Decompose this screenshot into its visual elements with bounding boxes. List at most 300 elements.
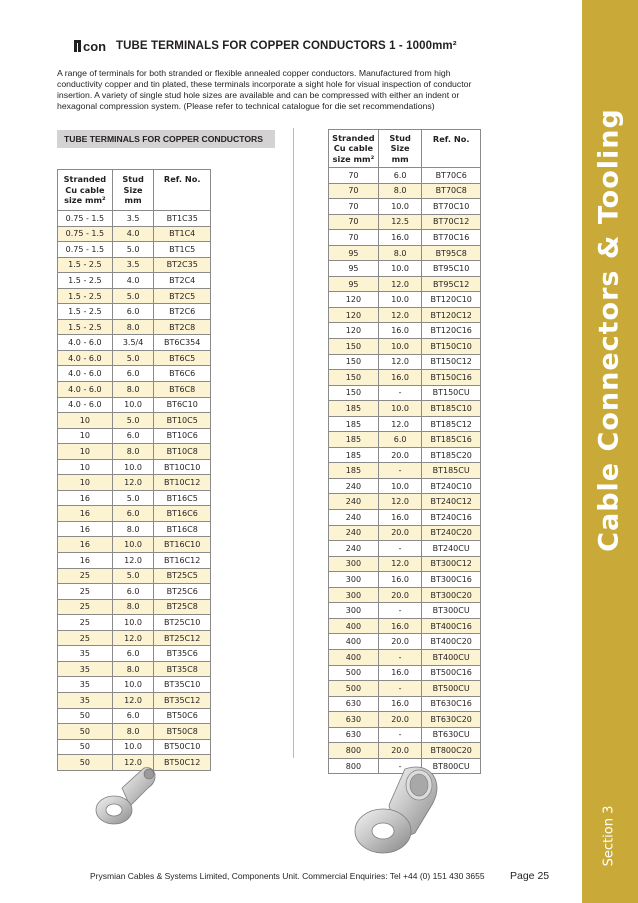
- cell-cable-size: 50: [58, 739, 113, 755]
- cell-ref-no: BT300C20: [422, 587, 481, 603]
- cell-cable-size: 50: [58, 755, 113, 771]
- cell-stud-size: 12.0: [378, 354, 422, 370]
- cell-ref-no: BT500C16: [422, 665, 481, 681]
- cell-stud-size: 6.0: [378, 168, 422, 184]
- table-row: [329, 447, 481, 463]
- cell-ref-no: BT25C8: [154, 599, 211, 615]
- table-row: [58, 646, 211, 662]
- table-row: [329, 183, 481, 199]
- cell-stud-size: 5.0: [112, 350, 154, 366]
- cell-ref-no: BT185C16: [422, 432, 481, 448]
- cell-ref-no: BT16C12: [154, 553, 211, 569]
- table-row: [329, 199, 481, 215]
- cell-ref-no: BT400C20: [422, 634, 481, 650]
- header-line: mm: [391, 153, 409, 164]
- header-cable-size: [58, 170, 113, 211]
- cell-stud-size: 12.0: [378, 276, 422, 292]
- cell-ref-no: BT150C12: [422, 354, 481, 370]
- cell-ref-no: BT25C12: [154, 630, 211, 646]
- cell-cable-size: 4.0 - 6.0: [58, 350, 113, 366]
- cell-stud-size: 12.0: [112, 553, 154, 569]
- cell-cable-size: 185: [329, 463, 379, 479]
- cell-stud-size: 12.0: [112, 475, 154, 491]
- cell-cable-size: 10: [58, 444, 113, 460]
- cell-ref-no: BT150CU: [422, 385, 481, 401]
- cell-stud-size: 5.0: [112, 242, 154, 258]
- cell-stud-size: -: [378, 681, 422, 697]
- table-row: [329, 214, 481, 230]
- cell-cable-size: 1.5 - 2.5: [58, 257, 113, 273]
- table-row: [329, 307, 481, 323]
- header-ref-no: Ref. No.: [422, 130, 481, 168]
- table-row: [58, 677, 211, 693]
- cell-stud-size: 10.0: [378, 339, 422, 355]
- cell-ref-no: BT2C5: [154, 288, 211, 304]
- table-row: [58, 708, 211, 724]
- cell-stud-size: 20.0: [378, 634, 422, 650]
- cell-cable-size: 630: [329, 696, 379, 712]
- cell-ref-no: BT70C6: [422, 168, 481, 184]
- cell-ref-no: BT70C16: [422, 230, 481, 246]
- cell-stud-size: -: [378, 758, 422, 774]
- cell-cable-size: 240: [329, 478, 379, 494]
- table-row: [329, 681, 481, 697]
- cell-ref-no: BT300C16: [422, 572, 481, 588]
- cell-ref-no: BT185C12: [422, 416, 481, 432]
- cell-stud-size: 8.0: [112, 521, 154, 537]
- cell-ref-no: BT2C8: [154, 319, 211, 335]
- cell-stud-size: 16.0: [378, 696, 422, 712]
- cell-ref-no: BT70C12: [422, 214, 481, 230]
- cell-stud-size: -: [378, 727, 422, 743]
- table-header-row: [58, 170, 211, 211]
- cell-cable-size: 800: [329, 743, 379, 759]
- cell-ref-no: BT25C5: [154, 568, 211, 584]
- cell-ref-no: BT50C10: [154, 739, 211, 755]
- cell-ref-no: BT95C8: [422, 245, 481, 261]
- cell-stud-size: 16.0: [378, 572, 422, 588]
- cell-ref-no: BT2C6: [154, 304, 211, 320]
- cell-ref-no: BT10C10: [154, 459, 211, 475]
- cell-cable-size: 4.0 - 6.0: [58, 366, 113, 382]
- cell-cable-size: 50: [58, 708, 113, 724]
- table-row: [58, 273, 211, 289]
- cell-ref-no: BT240C12: [422, 494, 481, 510]
- cell-ref-no: BT240C20: [422, 525, 481, 541]
- cell-ref-no: BT630C20: [422, 712, 481, 728]
- cell-ref-no: BT35C8: [154, 661, 211, 677]
- table-row: [58, 521, 211, 537]
- table-row: [58, 366, 211, 382]
- cell-cable-size: 150: [329, 385, 379, 401]
- cell-cable-size: 4.0 - 6.0: [58, 397, 113, 413]
- cell-stud-size: 8.0: [112, 319, 154, 335]
- cell-ref-no: BT500CU: [422, 681, 481, 697]
- cell-ref-no: BT1C5: [154, 242, 211, 258]
- table-row: [329, 494, 481, 510]
- cell-cable-size: 10: [58, 459, 113, 475]
- cell-stud-size: 16.0: [378, 665, 422, 681]
- cell-stud-size: 10.0: [378, 401, 422, 417]
- table-row: [329, 541, 481, 557]
- cell-ref-no: BT2C35: [154, 257, 211, 273]
- table-row: [329, 587, 481, 603]
- page-header: [74, 37, 457, 55]
- table-row: [329, 525, 481, 541]
- table-row: [329, 649, 481, 665]
- cell-cable-size: 240: [329, 510, 379, 526]
- table-row: [329, 261, 481, 277]
- cell-ref-no: BT25C10: [154, 615, 211, 631]
- cell-stud-size: -: [378, 649, 422, 665]
- table-row: [58, 428, 211, 444]
- cell-cable-size: 120: [329, 323, 379, 339]
- cell-ref-no: BT1C4: [154, 226, 211, 242]
- cell-ref-no: BT6C5: [154, 350, 211, 366]
- cell-stud-size: 20.0: [378, 447, 422, 463]
- table-row: [329, 572, 481, 588]
- cell-cable-size: 300: [329, 603, 379, 619]
- cell-cable-size: 400: [329, 618, 379, 634]
- cell-ref-no: BT95C12: [422, 276, 481, 292]
- table-row: [329, 245, 481, 261]
- cell-stud-size: 6.0: [112, 428, 154, 444]
- page-title: TUBE TERMINALS FOR COPPER CONDUCTORS 1 - 1000mm²: [116, 40, 457, 52]
- cell-stud-size: 6.0: [112, 646, 154, 662]
- cell-stud-size: 12.0: [112, 692, 154, 708]
- cell-stud-size: 3.5: [112, 257, 154, 273]
- cell-stud-size: 12.0: [112, 630, 154, 646]
- cell-ref-no: BT240C16: [422, 510, 481, 526]
- table-row: [329, 354, 481, 370]
- header-stud-size: [112, 170, 154, 211]
- cell-ref-no: BT6C10: [154, 397, 211, 413]
- table-row: [58, 211, 211, 227]
- cell-cable-size: 70: [329, 199, 379, 215]
- cell-ref-no: BT240C10: [422, 478, 481, 494]
- table-row: [58, 226, 211, 242]
- cell-ref-no: BT630CU: [422, 727, 481, 743]
- table-row: [58, 257, 211, 273]
- cell-ref-no: BT300C12: [422, 556, 481, 572]
- cell-stud-size: 8.0: [378, 245, 422, 261]
- table-row: [58, 350, 211, 366]
- cell-cable-size: 150: [329, 339, 379, 355]
- table-body-right: [329, 168, 481, 774]
- cell-ref-no: BT50C6: [154, 708, 211, 724]
- cell-ref-no: BT185CU: [422, 463, 481, 479]
- cell-ref-no: BT240CU: [422, 541, 481, 557]
- page-number: Page 25: [510, 870, 550, 882]
- cell-ref-no: BT300CU: [422, 603, 481, 619]
- table-row: [58, 490, 211, 506]
- cell-ref-no: BT70C10: [422, 199, 481, 215]
- terminals-table-right: [328, 129, 481, 774]
- header-line: Stud: [389, 132, 411, 143]
- cell-cable-size: 1.5 - 2.5: [58, 319, 113, 335]
- table-row: [58, 506, 211, 522]
- cell-stud-size: 10.0: [112, 459, 154, 475]
- cell-ref-no: BT10C5: [154, 413, 211, 429]
- cell-cable-size: 300: [329, 587, 379, 603]
- cell-cable-size: 300: [329, 556, 379, 572]
- cell-ref-no: BT25C6: [154, 584, 211, 600]
- sidebar-section-label: Section 3: [601, 805, 617, 867]
- cell-cable-size: 16: [58, 490, 113, 506]
- table-row: [329, 401, 481, 417]
- cell-stud-size: 6.0: [112, 506, 154, 522]
- table-row: [329, 339, 481, 355]
- cell-stud-size: 20.0: [378, 587, 422, 603]
- table-row: [329, 432, 481, 448]
- table-row: [329, 478, 481, 494]
- cell-ref-no: BT35C12: [154, 692, 211, 708]
- table-row: [329, 727, 481, 743]
- cell-ref-no: BT10C12: [154, 475, 211, 491]
- cell-stud-size: 16.0: [378, 618, 422, 634]
- cell-ref-no: BT400CU: [422, 649, 481, 665]
- cell-stud-size: 12.0: [112, 755, 154, 771]
- cell-cable-size: 500: [329, 681, 379, 697]
- table-row: [58, 692, 211, 708]
- cell-stud-size: 6.0: [112, 584, 154, 600]
- cell-ref-no: BT16C8: [154, 521, 211, 537]
- cell-cable-size: 70: [329, 214, 379, 230]
- header-line: mm: [124, 195, 142, 206]
- cell-stud-size: 8.0: [112, 444, 154, 460]
- cell-cable-size: 95: [329, 276, 379, 292]
- page-footer: Prysmian Cables & Systems Limited, Components Unit. Commercial Enquiries: Tel +44 (0) 151 430 3655: [90, 871, 485, 881]
- header-line: Size: [390, 143, 410, 154]
- cell-cable-size: 1.5 - 2.5: [58, 288, 113, 304]
- cell-cable-size: 630: [329, 727, 379, 743]
- table-row: [58, 397, 211, 413]
- cell-cable-size: 400: [329, 634, 379, 650]
- cell-ref-no: BT10C6: [154, 428, 211, 444]
- table-row: [58, 568, 211, 584]
- cell-cable-size: 25: [58, 568, 113, 584]
- table-row: [329, 323, 481, 339]
- cell-cable-size: 16: [58, 506, 113, 522]
- cell-stud-size: 4.0: [112, 273, 154, 289]
- cell-stud-size: -: [378, 603, 422, 619]
- header-line: Stud: [122, 174, 144, 185]
- cell-stud-size: 16.0: [378, 370, 422, 386]
- table-row: [329, 168, 481, 184]
- cell-ref-no: BT70C8: [422, 183, 481, 199]
- cell-ref-no: BT400C16: [422, 618, 481, 634]
- cell-stud-size: 3.5/4: [112, 335, 154, 351]
- table-row: [58, 599, 211, 615]
- header-line: Cu cable: [333, 143, 374, 154]
- cell-stud-size: 8.0: [112, 661, 154, 677]
- table-row: [329, 603, 481, 619]
- cell-ref-no: BT185C20: [422, 447, 481, 463]
- table-row: [58, 584, 211, 600]
- cell-cable-size: 95: [329, 261, 379, 277]
- table-row: [329, 618, 481, 634]
- cell-cable-size: 185: [329, 432, 379, 448]
- table-row: [329, 230, 481, 246]
- table-row: [58, 304, 211, 320]
- cell-ref-no: BT120C16: [422, 323, 481, 339]
- table-row: [329, 556, 481, 572]
- large-tube-terminal-image: [353, 765, 448, 860]
- cell-stud-size: 8.0: [112, 382, 154, 398]
- header-line: Cu cable: [65, 184, 105, 195]
- table-row: [329, 416, 481, 432]
- cell-cable-size: 630: [329, 712, 379, 728]
- cell-stud-size: 10.0: [378, 292, 422, 308]
- cell-ref-no: BT185C10: [422, 401, 481, 417]
- cell-cable-size: 0.75 - 1.5: [58, 242, 113, 258]
- cell-stud-size: 6.0: [378, 432, 422, 448]
- cell-cable-size: 35: [58, 661, 113, 677]
- cell-ref-no: BT2C4: [154, 273, 211, 289]
- cell-stud-size: 6.0: [112, 708, 154, 724]
- cell-cable-size: 150: [329, 354, 379, 370]
- cell-stud-size: 10.0: [112, 537, 154, 553]
- table-row: [329, 712, 481, 728]
- cell-cable-size: 120: [329, 292, 379, 308]
- cell-stud-size: 10.0: [378, 478, 422, 494]
- cell-stud-size: 5.0: [112, 568, 154, 584]
- cell-cable-size: 50: [58, 724, 113, 740]
- cell-cable-size: 4.0 - 6.0: [58, 335, 113, 351]
- cell-ref-no: BT50C8: [154, 724, 211, 740]
- table-row: [58, 661, 211, 677]
- cell-ref-no: BT120C10: [422, 292, 481, 308]
- cell-stud-size: 3.5: [112, 211, 154, 227]
- table-row: [58, 537, 211, 553]
- cell-ref-no: BT16C6: [154, 506, 211, 522]
- table-row: [329, 743, 481, 759]
- table-row: [58, 739, 211, 755]
- header-line: Stranded: [332, 132, 375, 143]
- cell-stud-size: 12.0: [378, 556, 422, 572]
- cell-cable-size: 35: [58, 677, 113, 693]
- cell-cable-size: 0.75 - 1.5: [58, 226, 113, 242]
- intro-paragraph: A range of terminals for both stranded or flexible annealed copper conductors. Manufactured from high conductivity copper and tin plated, these terminals incorporate a sight hole for visual inspection of conductor insertion. A variety of single stud hole sizes are available and can be compressed with either an indent or hexagonal compression system. (Please refer to technical catalogue for die set recommendations): [57, 68, 472, 111]
- header-line: size mm²: [332, 153, 375, 164]
- cell-cable-size: 10: [58, 475, 113, 491]
- cell-stud-size: 5.0: [112, 490, 154, 506]
- cell-stud-size: 8.0: [378, 183, 422, 199]
- cell-ref-no: BT1C35: [154, 211, 211, 227]
- cell-stud-size: 20.0: [378, 743, 422, 759]
- cell-ref-no: BT95C10: [422, 261, 481, 277]
- cell-cable-size: 800: [329, 758, 379, 774]
- cell-cable-size: 300: [329, 572, 379, 588]
- table-row: [58, 288, 211, 304]
- cell-cable-size: 185: [329, 416, 379, 432]
- table-row: [58, 459, 211, 475]
- cell-cable-size: 10: [58, 428, 113, 444]
- cell-stud-size: 8.0: [112, 599, 154, 615]
- cell-stud-size: -: [378, 463, 422, 479]
- table-row: [329, 370, 481, 386]
- cell-stud-size: 20.0: [378, 525, 422, 541]
- table-row: [58, 444, 211, 460]
- cell-cable-size: 70: [329, 168, 379, 184]
- table-body-left: [58, 211, 211, 771]
- cell-cable-size: 25: [58, 584, 113, 600]
- cell-cable-size: 500: [329, 665, 379, 681]
- cell-cable-size: 16: [58, 521, 113, 537]
- cell-cable-size: 25: [58, 599, 113, 615]
- cell-stud-size: 5.0: [112, 413, 154, 429]
- cell-ref-no: BT10C8: [154, 444, 211, 460]
- logo-text: con: [83, 39, 107, 53]
- cell-stud-size: 16.0: [378, 230, 422, 246]
- cell-ref-no: BT16C10: [154, 537, 211, 553]
- header-cable-size: [329, 130, 379, 168]
- cell-ref-no: BT6C6: [154, 366, 211, 382]
- cell-cable-size: 35: [58, 692, 113, 708]
- cell-cable-size: 16: [58, 553, 113, 569]
- cell-stud-size: 10.0: [112, 739, 154, 755]
- cell-ref-no: BT6C8: [154, 382, 211, 398]
- cell-cable-size: 95: [329, 245, 379, 261]
- cell-stud-size: 6.0: [112, 304, 154, 320]
- cell-stud-size: 10.0: [112, 397, 154, 413]
- cell-cable-size: 150: [329, 370, 379, 386]
- table-header-row: [329, 130, 481, 168]
- cell-ref-no: BT800C20: [422, 743, 481, 759]
- cell-cable-size: 1.5 - 2.5: [58, 304, 113, 320]
- cell-cable-size: 185: [329, 401, 379, 417]
- cell-ref-no: BT800CU: [422, 758, 481, 774]
- cell-cable-size: 400: [329, 649, 379, 665]
- cell-stud-size: 20.0: [378, 712, 422, 728]
- terminals-table-left: [57, 169, 211, 771]
- cell-cable-size: 120: [329, 307, 379, 323]
- table-row: [58, 553, 211, 569]
- cell-cable-size: 1.5 - 2.5: [58, 273, 113, 289]
- table-row: [58, 382, 211, 398]
- table-row: [329, 385, 481, 401]
- small-tube-terminal-image: [92, 766, 158, 830]
- table-row: [58, 413, 211, 429]
- table-row: [58, 242, 211, 258]
- cell-stud-size: 10.0: [112, 615, 154, 631]
- cell-stud-size: 16.0: [378, 510, 422, 526]
- table-row: [329, 634, 481, 650]
- column-divider: [293, 128, 294, 758]
- table-row: [329, 276, 481, 292]
- cell-cable-size: 185: [329, 447, 379, 463]
- header-line: Size: [123, 184, 143, 195]
- cell-cable-size: 25: [58, 630, 113, 646]
- cell-cable-size: 0.75 - 1.5: [58, 211, 113, 227]
- cell-cable-size: 35: [58, 646, 113, 662]
- cell-cable-size: 10: [58, 413, 113, 429]
- cell-cable-size: 240: [329, 541, 379, 557]
- cell-cable-size: 4.0 - 6.0: [58, 382, 113, 398]
- cell-cable-size: 25: [58, 615, 113, 631]
- cell-ref-no: BT630C16: [422, 696, 481, 712]
- cell-cable-size: 16: [58, 537, 113, 553]
- cell-stud-size: 6.0: [112, 366, 154, 382]
- cell-cable-size: 240: [329, 525, 379, 541]
- table-row: [329, 463, 481, 479]
- cell-stud-size: -: [378, 541, 422, 557]
- cell-cable-size: 70: [329, 230, 379, 246]
- cell-stud-size: 5.0: [112, 288, 154, 304]
- cell-ref-no: BT120C12: [422, 307, 481, 323]
- table-row: [58, 475, 211, 491]
- cell-ref-no: BT35C10: [154, 677, 211, 693]
